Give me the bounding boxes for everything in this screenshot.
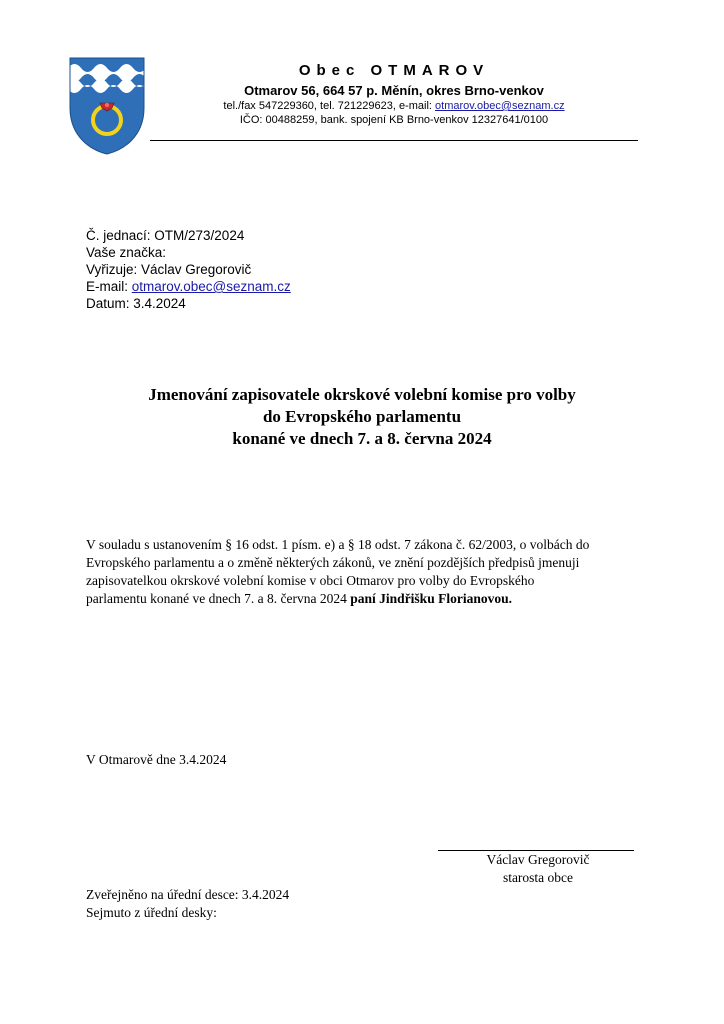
appointee-name: paní Jindřišku Florianovou. bbox=[350, 591, 512, 606]
removed-date: Sejmuto z úřední desky: bbox=[86, 905, 217, 920]
heading-line-3: konané ve dnech 7. a 8. června 2024 bbox=[232, 429, 492, 448]
header-email-link[interactable]: otmarov.obec@seznam.cz bbox=[435, 100, 565, 112]
heading-line-1: Jmenování zapisovatele okrskové volební komise pro volby bbox=[148, 385, 576, 404]
your-reference: Vaše značka: bbox=[86, 245, 167, 260]
body-line-4-text: parlamentu konané ve dnech 7. a 8. června 2024 bbox=[86, 591, 351, 606]
reference-date: Datum: 3.4.2024 bbox=[86, 296, 186, 311]
body-paragraph bbox=[86, 536, 646, 608]
reference-email-line bbox=[86, 278, 291, 295]
reference-block bbox=[86, 227, 291, 312]
signatory-role: starosta obce bbox=[502, 870, 574, 885]
body-line-1: V souladu s ustanovením § 16 odst. 1 písm. e) a § 18 odst. 7 zákona č. 62/2003, o volbách do bbox=[86, 537, 590, 552]
published-date: Zveřejněno na úřední desce: 3.4.2024 bbox=[86, 887, 290, 902]
municipality-name: Obec OTMAROV bbox=[298, 62, 490, 79]
body-line-2: Evropského parlamentu a o změně některých zákonů, ve znění pozdějších předpisů jmenuji bbox=[86, 555, 580, 570]
document-heading bbox=[60, 384, 664, 450]
header-divider bbox=[150, 140, 638, 141]
reference-email-link[interactable]: otmarov.obec@seznam.cz bbox=[131, 279, 291, 294]
notice-board-block bbox=[86, 886, 289, 922]
contact-phones: tel./fax 547229360, tel. 721229623, e-mail: bbox=[223, 100, 436, 112]
handled-by: Vyřizuje: Václav Gregorovič bbox=[86, 262, 252, 277]
municipality-ico-bank: IČO: 00488259, bank. spojení KB Brno-venkov 12327641/0100 bbox=[239, 114, 549, 126]
heading-line-2: do Evropského parlamentu bbox=[262, 407, 462, 426]
municipality-address: Otmarov 56, 664 57 p. Měnín, okres Brno-venkov bbox=[244, 83, 544, 98]
body-line-4 bbox=[86, 590, 646, 608]
place-and-date: V Otmarově dne 3.4.2024 bbox=[86, 752, 227, 767]
signatory-name: Václav Gregorovič bbox=[486, 852, 590, 867]
reference-number: Č. jednací: OTM/273/2024 bbox=[86, 228, 245, 243]
municipal-crest-icon bbox=[68, 56, 146, 156]
email-label: E-mail: bbox=[86, 279, 132, 294]
municipality-contact bbox=[150, 100, 638, 112]
signature-line bbox=[438, 850, 634, 851]
body-line-3: zapisovatelkou okrskové volební komise v obci Otmarov pro volby do Evropského bbox=[86, 573, 535, 588]
